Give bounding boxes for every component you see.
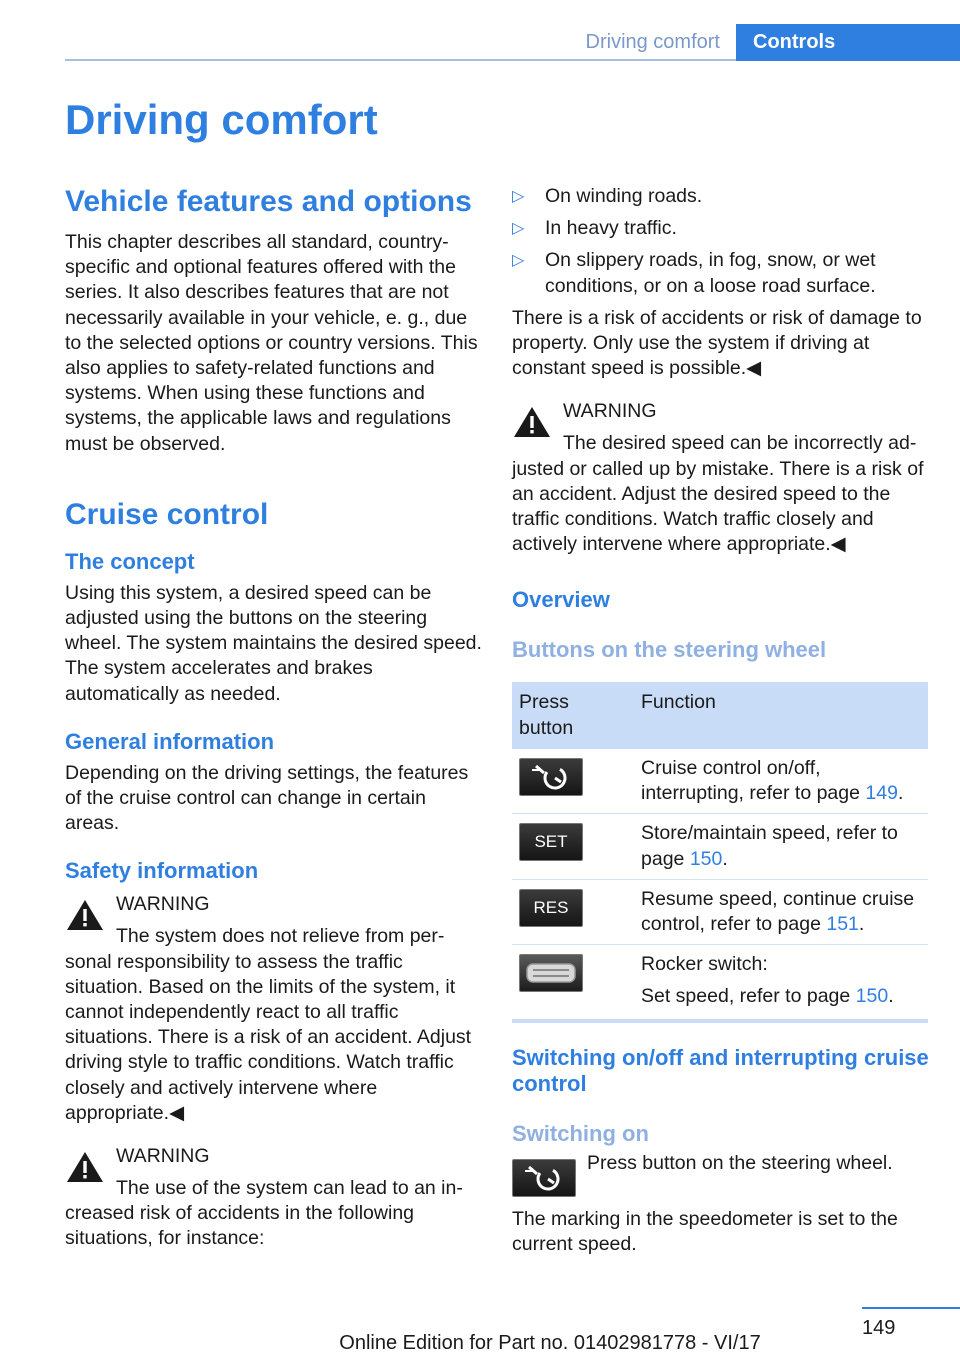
cruise-control-button-icon: [512, 1159, 576, 1197]
page-title: Driving comfort: [65, 96, 378, 143]
general-information-text: Depending on the driving settings, the features of the cruise control can change in certain areas.: [65, 761, 469, 835]
warning-text-rest: justed or called up by mistake. There is a risk of an accident. Adjust the desired speed to the traffic conditions. Watch traffic closely and actively intervene where appropriate.◀: [512, 457, 924, 556]
page-link-150[interactable]: 150: [855, 985, 889, 1008]
general-information-heading: General information: [65, 728, 275, 754]
vehicle-features-text: This chapter describes all standard, country-specific and optional features offered with the series. It also describes features that are not necessarily available in your vehicle, e. g., due to the selected options or country versions. This also applies to safety-related functions and systems. When using these functions and systems, the applicable laws and regulations must be observed.: [65, 231, 478, 455]
warning-text-first: The desired speed can be incorrectly ad-: [563, 432, 917, 455]
vehicle-features-heading: Vehicle features and options: [65, 185, 472, 218]
warning-block-2: [65, 1144, 483, 1252]
warning-text-rest: sonal responsibility to assess the traffic situation. Based on the limits of the system, it cannot independently react to all traffic situations. There is a risk of an accident. Adjust driving style to traffic conditions. Watch traffic closely and actively intervene where appropriate.◀: [65, 950, 472, 1124]
page-link-151[interactable]: 151: [826, 912, 859, 935]
header-tab-controls[interactable]: Controls: [736, 24, 960, 61]
risk-situations-list: [512, 184, 930, 299]
concept-heading: The concept: [65, 548, 195, 574]
function-cell: Cruise control on/off, interrupting, refer to page 149.: [634, 749, 928, 814]
warning-label: WARNING: [116, 893, 210, 916]
footer-rule: [862, 1307, 960, 1309]
warning-block-3: [512, 399, 930, 557]
risk-text: There is a risk of accidents or risk of damage to property. Only use the system if driving at constant speed is possible.◀: [512, 306, 922, 380]
switching-heading: Switching on/off and interrupting cruise control: [512, 1044, 929, 1096]
page-number: 149: [862, 1317, 896, 1339]
list-item: ▷ On slippery roads, in fog, snow, or wet conditions, or on a loose road surface.: [512, 249, 876, 297]
set-button-icon: SET: [519, 823, 583, 861]
warning-text-rest: creased risk of accidents in the following situations, for instance:: [65, 1202, 415, 1250]
warning-label: WARNING: [563, 400, 657, 423]
steering-wheel-buttons-table: [512, 682, 928, 1022]
switching-on-block: [512, 1151, 930, 1201]
function-cell: Store/maintain speed, refer to page 150.: [634, 814, 928, 879]
header-section-label: Driving comfort: [585, 30, 720, 53]
bullet-triangle-icon: ▷: [512, 220, 525, 238]
cruise-control-heading: Cruise control: [65, 497, 269, 531]
rocker-switch-icon: [519, 954, 583, 992]
list-item: ▷ In heavy traffic.: [512, 216, 930, 241]
page-link-150[interactable]: 150: [689, 847, 723, 870]
table-row: [512, 749, 928, 814]
list-item: ▷ On winding roads.: [512, 184, 930, 209]
warning-text-first: The use of the system can lead to an in-: [116, 1177, 463, 1200]
warning-triangle-icon: [65, 1150, 105, 1184]
warning-triangle-icon: [65, 898, 105, 932]
switching-on-heading: Switching on: [512, 1120, 649, 1146]
res-button-icon: RES: [519, 889, 583, 927]
left-column: [65, 180, 483, 1252]
cruise-control-button-icon: [519, 758, 583, 796]
bullet-triangle-icon: ▷: [512, 252, 525, 270]
marking-text: The marking in the speedometer is set to the current speed.: [512, 1207, 898, 1255]
bullet-triangle-icon: ▷: [512, 188, 525, 205]
warning-label: WARNING: [116, 1145, 210, 1168]
page-link-149[interactable]: 149: [865, 782, 898, 805]
steering-wheel-buttons-heading: Buttons on the steering wheel: [512, 637, 827, 663]
table-row: [512, 814, 928, 879]
column-header-press-button: Press button: [512, 682, 634, 748]
warning-triangle-icon: [512, 405, 552, 439]
concept-text: Using this system, a desired speed can be adjusted using the buttons on the steering wheel. The system maintains the desired speed. The system accelerates and brakes automatically as needed.: [65, 581, 482, 705]
function-cell: Rocker switch: Set speed, refer to page 150.: [634, 945, 928, 1021]
safety-information-heading: Safety information: [65, 858, 259, 884]
table-row: [512, 879, 928, 944]
switching-on-text: Press button on the steering wheel.: [587, 1151, 893, 1174]
function-cell: Resume speed, continue cruise control, refer to page 151.: [634, 879, 928, 944]
overview-heading: Overview: [512, 587, 610, 613]
column-header-function: Function: [634, 682, 928, 748]
warning-block-1: [65, 892, 483, 1126]
table-row: [512, 945, 928, 1021]
edition-text: Online Edition for Part no. 01402981778 - VI/17: [339, 1332, 761, 1354]
warning-text-first: The system does not relieve from per-: [116, 925, 445, 948]
right-column: [512, 184, 930, 1257]
table-header-row: [512, 682, 928, 748]
